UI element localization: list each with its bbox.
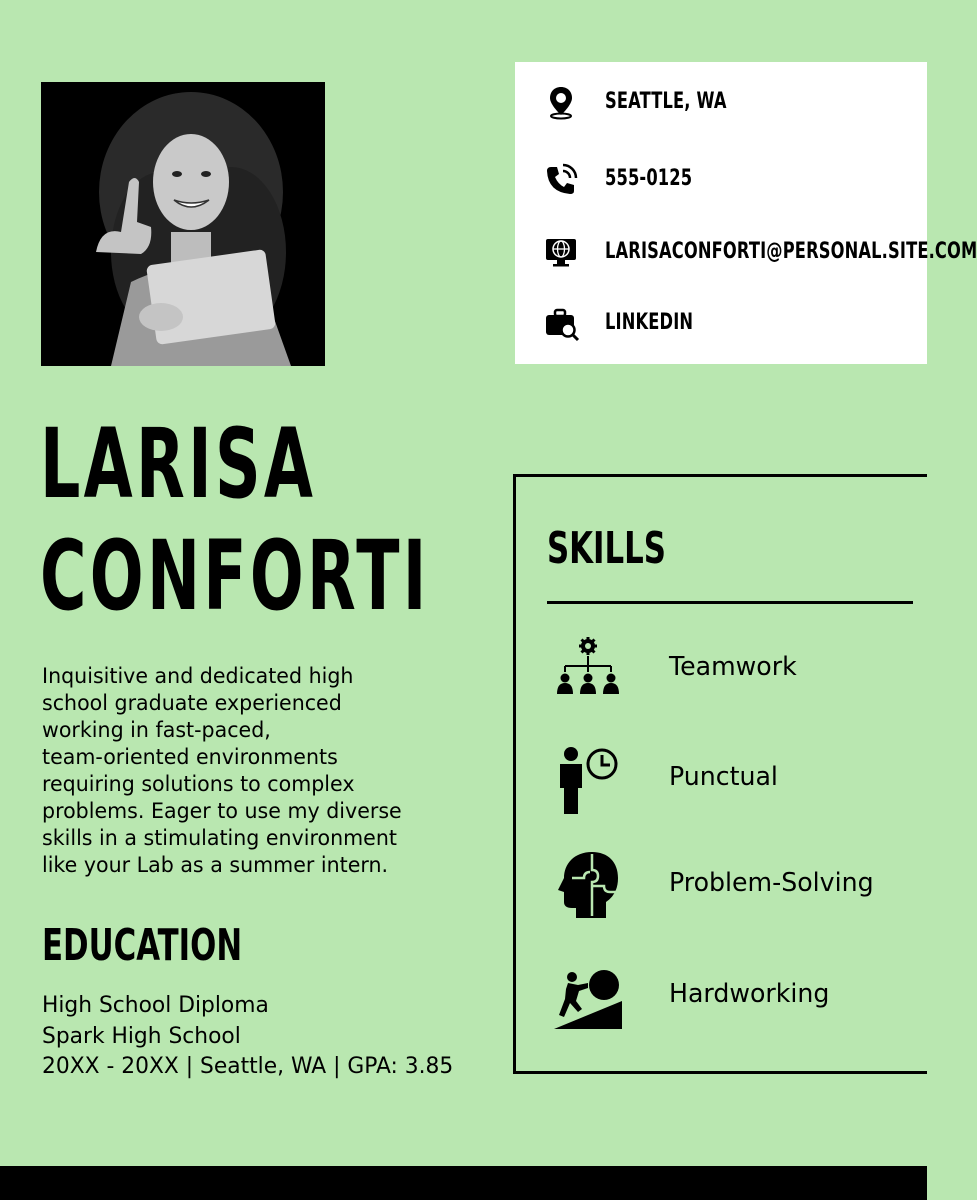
education-school: Spark High School: [42, 1023, 241, 1049]
summary-line: requiring solutions to complex: [42, 772, 355, 796]
contact-location: [515, 77, 927, 127]
skill-label: Hardworking: [669, 979, 830, 1009]
candidate-name: [40, 408, 430, 632]
contact-phone[interactable]: [515, 154, 927, 204]
briefcase-search-icon: [543, 305, 579, 341]
education-details: [42, 991, 457, 1083]
summary-line: skills in a stimulating environment: [42, 826, 397, 850]
team-hierarchy-icon: [552, 632, 624, 704]
location-text: SEATTLE, WA: [605, 89, 727, 114]
footer-bar: [0, 1166, 927, 1200]
profile-summary: [42, 663, 454, 879]
summary-line: team-oriented environments: [42, 745, 338, 769]
skill-item-hardworking: [516, 954, 927, 1034]
phone-text: 555-0125: [605, 166, 693, 191]
summary-line: problems. Eager to use my diverse: [42, 799, 402, 823]
summary-line: Inquisitive and dedicated high: [42, 664, 354, 688]
skills-panel: [513, 474, 927, 1074]
skill-label: Punctual: [669, 762, 778, 792]
education-dates-location: 20XX - 20XX | Seattle, WA | GPA: 3.85: [42, 1054, 454, 1079]
profile-photo: [41, 82, 325, 366]
skill-item-problem-solving: [516, 843, 927, 923]
skill-item-teamwork: [516, 627, 927, 707]
push-boulder-icon: [552, 959, 624, 1031]
skills-heading: SKILLS: [547, 523, 666, 574]
computer-globe-icon: [543, 234, 579, 270]
phone-icon: [543, 161, 579, 197]
skill-item-punctual: [516, 737, 927, 817]
skill-label: Problem-Solving: [669, 868, 874, 898]
contact-card: [515, 62, 977, 364]
skill-label: Teamwork: [669, 652, 797, 682]
summary-line: school graduate experienced: [42, 691, 342, 715]
education-degree: High School Diploma: [42, 993, 269, 1018]
education-heading: EDUCATION: [42, 920, 243, 971]
contact-email[interactable]: [515, 227, 977, 277]
last-name: CONFORTI: [40, 520, 430, 632]
email-text: LARISACONFORTI@PERSONAL.SITE.COM: [605, 239, 977, 264]
contact-linkedin[interactable]: [515, 298, 927, 348]
summary-line: working in fast-paced,: [42, 718, 271, 742]
linkedin-text: LINKEDIN: [605, 310, 694, 335]
summary-line: like your Lab as a summer intern.: [42, 853, 389, 877]
location-pin-icon: [543, 84, 579, 120]
person-clock-icon: [552, 742, 624, 814]
head-puzzle-icon: [552, 848, 624, 920]
skills-divider: [547, 601, 913, 604]
first-name: LARISA: [40, 408, 317, 520]
